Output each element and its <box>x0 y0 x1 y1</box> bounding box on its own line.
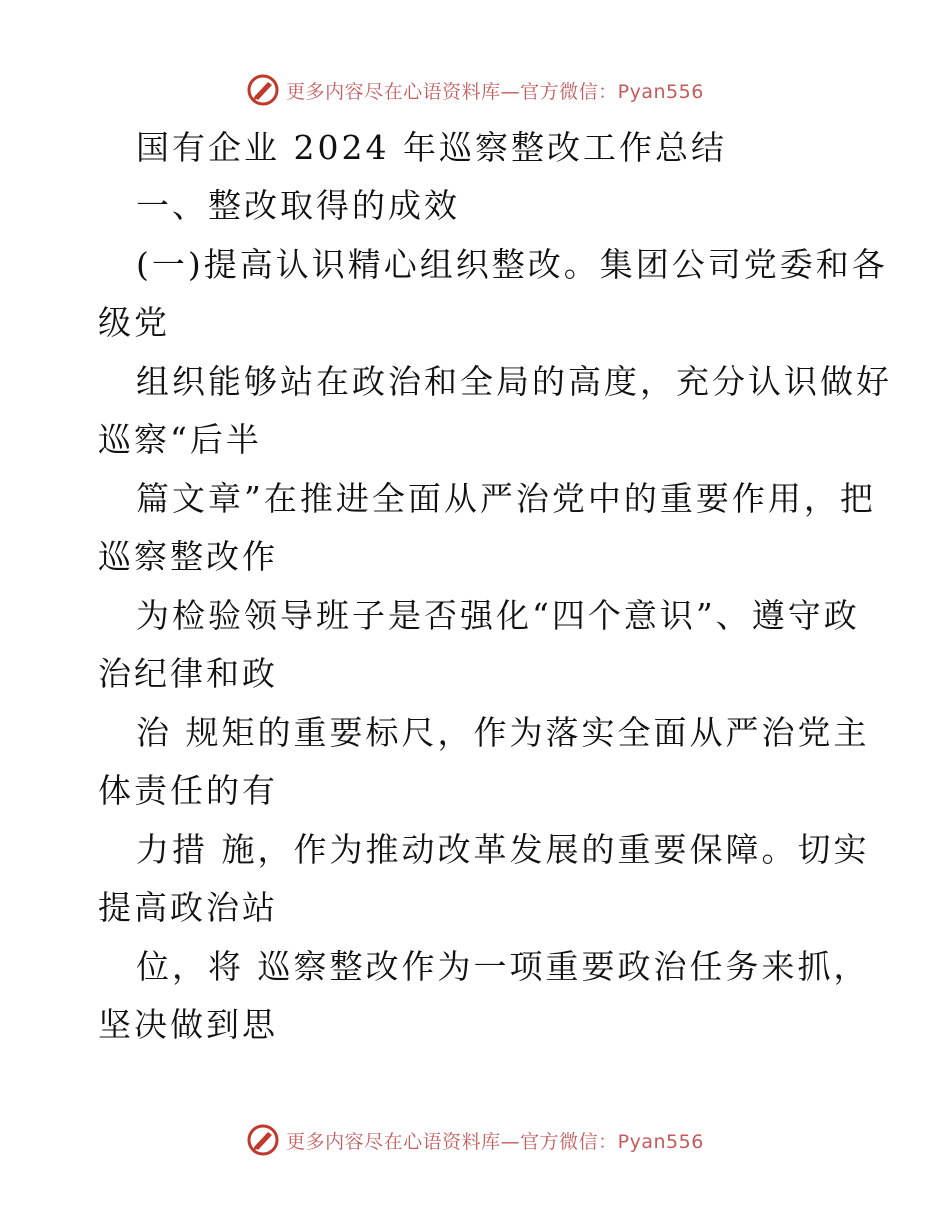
paragraph-line: 提高政治站 <box>98 888 278 927</box>
paragraph-line: (一)提高认识精心组织整改。集团公司党委和各 <box>136 245 888 284</box>
document-title: 国有企业 2024 年巡察整改工作总结 <box>136 128 727 167</box>
paragraph-line: 力措 施，作为推动改革发展的重要保障。切实 <box>136 830 870 869</box>
paragraph-line: 体责任的有 <box>98 771 278 810</box>
pen-logo-icon <box>246 73 280 107</box>
paragraph-line: 巡察整改作 <box>98 537 278 576</box>
watermark-text: 更多内容尽在心语资料库—官方微信：Pyan556 <box>286 1130 704 1153</box>
paragraph-line: 篇文章”在推进全面从严治党中的重要作用，把 <box>136 479 876 518</box>
pen-logo-icon <box>246 1123 280 1157</box>
paragraph-line: 治纪律和政 <box>98 654 278 693</box>
paragraph-line: 治 规矩的重要标尺，作为落实全面从严治党主 <box>136 713 870 752</box>
paragraph-line: 为检验领导班子是否强化“四个意识”、遵守政 <box>136 596 860 635</box>
header-watermark <box>0 70 950 110</box>
watermark-text: 更多内容尽在心语资料库—官方微信：Pyan556 <box>286 80 704 103</box>
paragraph-line: 巡察“后半 <box>98 420 262 459</box>
paragraph-line: 级党 <box>98 303 170 342</box>
paragraph-line: 坚决做到思 <box>98 1005 278 1044</box>
footer-watermark <box>0 1120 950 1160</box>
paragraph-line: 位，将 巡察整改作为一项重要政治任务来抓， <box>136 947 870 986</box>
paragraph-line: 组织能够站在政治和全局的高度，充分认识做好 <box>136 362 892 401</box>
section-heading: 一、整改取得的成效 <box>136 186 460 225</box>
